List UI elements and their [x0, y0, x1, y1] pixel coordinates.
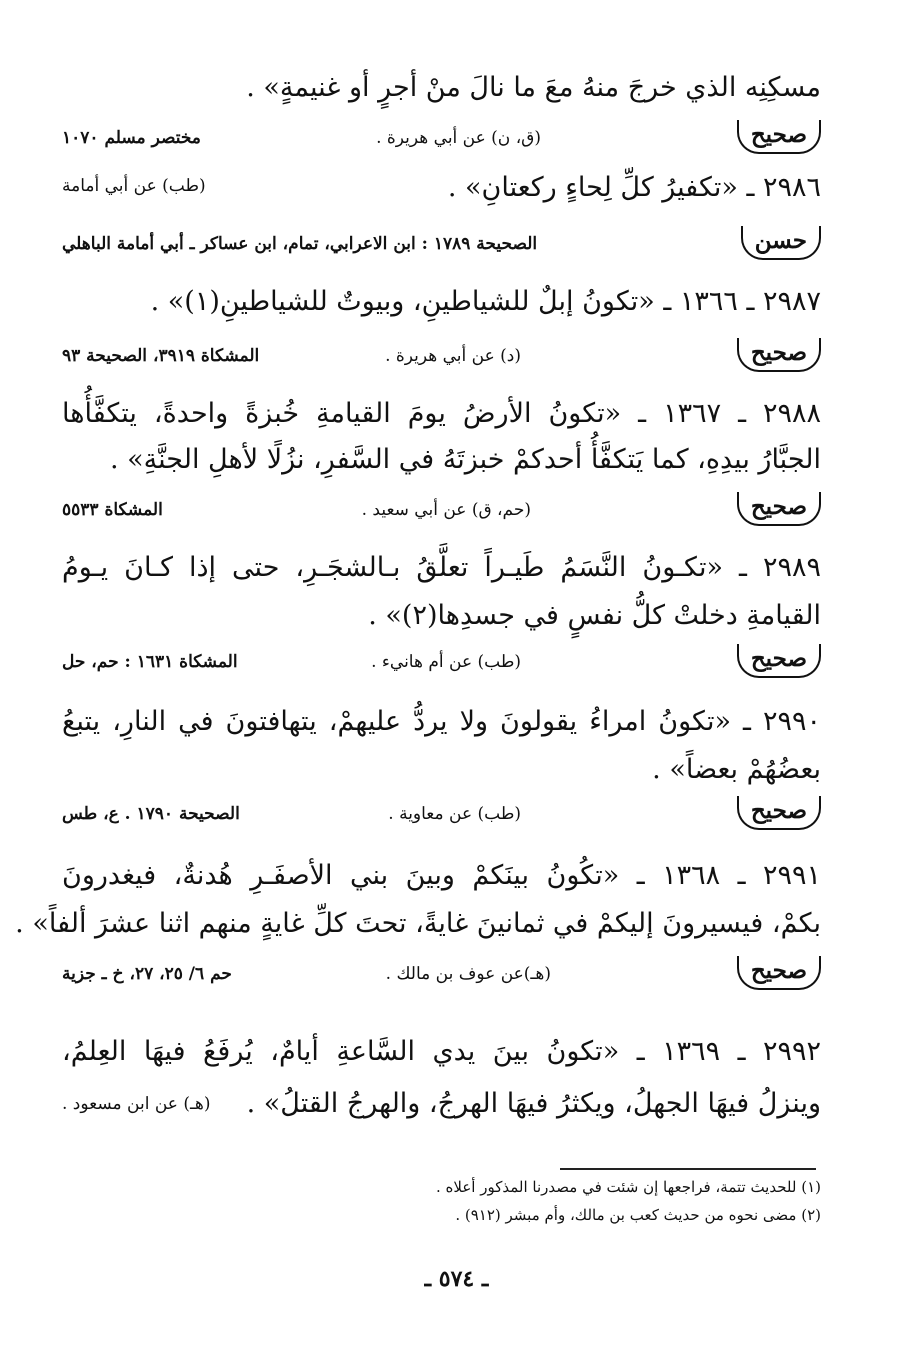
footnote-1: (١) للحديث تتمة، فراجعها إن شئت في مصدرنا المذكور أعلاه .: [435, 1178, 821, 1196]
source: (هـ)عن عوف بن مالك .: [385, 964, 551, 984]
hadith-text: وينزلُ فيهَا الجهلُ، ويكثرُ فيهَا الهرجُ، والهرجُ القتلُ» .: [246, 1088, 821, 1119]
source: (طب) عن معاوية .: [388, 804, 521, 824]
hadith-text: ٢٩٨٦ ـ «تكفيرُ كلِّ لِحاءٍ ركعتانِ» .: [447, 172, 821, 203]
grade-badge: صحيح: [737, 644, 821, 678]
hadith-2991-line2: بكمْ، فيسيرونَ إليكمْ في ثمانينَ غايةً، تحتَ كلِّ غايةٍ منهم اثنا عشرَ ألفاً» .: [15, 908, 821, 939]
hadith-2987: ٢٩٨٧ ـ ١٣٦٦ ـ «تكونُ إبلٌ للشياطينِ، وبيوتٌ للشياطينِ(١)» .: [150, 286, 821, 317]
grade-badge: صحيح: [737, 956, 821, 990]
hadith-2988-line2: الجبَّارُ بيدِهِ، كما يَتكفَّأُ أحدكمْ خبزتَهُ في السَّفرِ، نزُلًا لأهلِ الجنَّةِ» .: [109, 444, 821, 475]
grade-badge: حسن: [741, 226, 821, 260]
source: (حم، ق) عن أبي سعيد .: [361, 500, 531, 520]
reference: المشكاة ١٦٣١ : حم، حل: [62, 652, 238, 672]
reference: المشكاة ٣٩١٩، الصحيحة ٩٣: [62, 346, 260, 366]
hadith-2992-line1: ٢٩٩٢ ـ ١٣٦٩ ـ «تكونُ بينَ يدي السَّاعةِ أيامٌ، يُرفَعُ فيهَا العِلمُ،: [62, 1036, 821, 1067]
hadith-2992-line2: [62, 1084, 821, 1124]
grade-badge: صحيح: [737, 492, 821, 526]
grade-badge: صحيح: [737, 120, 821, 154]
reference: مختصر مسلم ١٠٧٠: [62, 128, 201, 148]
page-number: ـ ٥٧٤ ـ: [424, 1266, 489, 1292]
source: (ق، ن) عن أبي هريرة .: [376, 128, 541, 148]
source: (طب) عن أبي أمامة: [62, 176, 206, 196]
source: (طب) عن أم هانيء .: [371, 652, 521, 672]
hadith-2989-line1: ٢٩٨٩ ـ «تكـونُ النَّسَمُ طَيـراً تعلَّقُ بـالشجَـرِ، حتى إذا كـانَ يـومُ: [62, 552, 821, 583]
source: (د) عن أبي هريرة .: [385, 346, 521, 366]
source: (هـ) عن ابن مسعود .: [62, 1094, 211, 1114]
grade-badge: صحيح: [737, 338, 821, 372]
reference: المشكاة ٥٥٣٣: [62, 500, 163, 520]
hadith-2991-line1: ٢٩٩١ ـ ١٣٦٨ ـ «تكُونُ بينَكمْ وبينَ بني الأصفَـرِ هُدنةٌ، فيغدرونَ: [62, 860, 822, 891]
hadith-2989-line2: القيامةِ دخلتْ كلُّ نفسٍ في جسدِها(٢)» .: [368, 600, 821, 631]
footnote-2: (٢) مضى نحوه من حديث كعب بن مالك، وأم مبشر (٩١٢) .: [455, 1206, 821, 1224]
hadith-2985-tail: مسكِنِه الذي خرجَ منهُ معَ ما نالَ منْ أجرٍ أو غنيمةٍ» .: [246, 72, 821, 103]
hadith-2990-line1: ٢٩٩٠ ـ «تكونُ امراءُ يقولونَ ولا يردُّ عليهمْ، يتهافتونَ في النارِ، يتبعُ: [62, 706, 821, 737]
footnote-divider: [560, 1168, 816, 1170]
hadith-2986: [62, 168, 821, 208]
reference: الصحيحة ١٧٨٩ : ابن الاعرابي، تمام، ابن عساكر ـ أبي أمامة الباهلي: [62, 234, 538, 254]
reference: الصحيحة ١٧٩٠ . ع، طس: [62, 804, 240, 824]
reference: حم ٦/ ٢٥، ٢٧، خ ـ جزية: [62, 964, 232, 984]
hadith-2990-line2: بعضُهُمْ بعضاً» .: [652, 754, 821, 785]
hadith-2988-line1: ٢٩٨٨ ـ ١٣٦٧ ـ «تكونُ الأرضُ يومَ القيامةِ خُبزةً واحدةً، يتكفَّأُها: [62, 398, 821, 429]
grade-badge: صحيح: [737, 796, 821, 830]
